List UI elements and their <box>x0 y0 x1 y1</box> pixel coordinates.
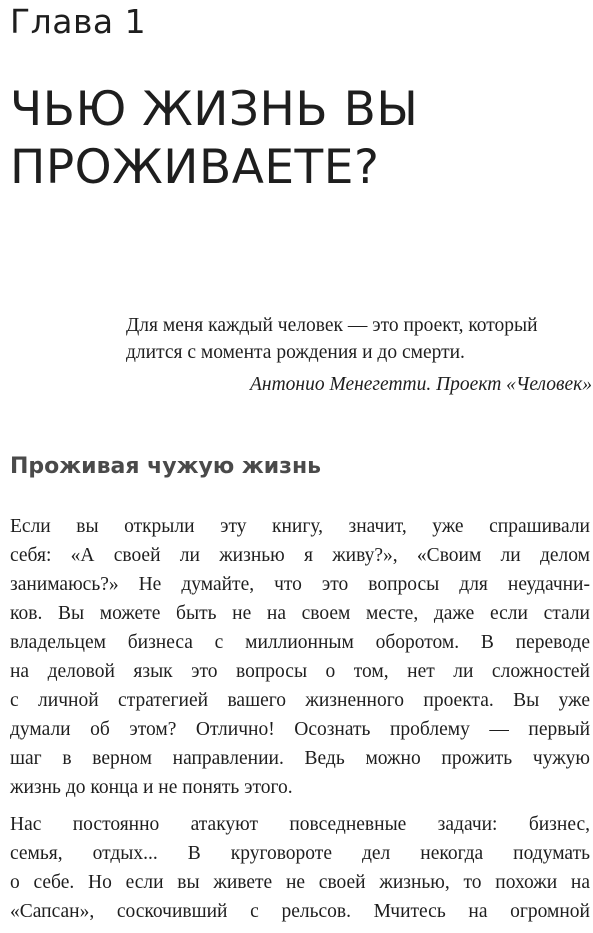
text-line: на деловой язык это вопросы о том, нет ли сложностей <box>10 661 590 682</box>
text-line: семья, отдых... В круговороте дел некогда подумать <box>10 843 590 864</box>
section-heading: Проживая чужую жизнь <box>10 454 322 479</box>
text-line: жизнь до конца и не понять этого. <box>10 777 293 798</box>
body-text <box>10 512 590 926</box>
paragraph <box>10 512 590 802</box>
epigraph-line: длится с момента рождения и до смерти. <box>126 342 465 363</box>
text-line: шаг в верном направлении. Ведь можно прожить чужую <box>10 748 590 769</box>
paragraph <box>10 810 590 926</box>
text-line: Если вы открыли эту книгу, значит, уже спрашивали <box>10 516 590 537</box>
text-line: себя: «А своей ли жизнью я живу?», «Своим ли делом <box>10 545 590 566</box>
epigraph-attribution: Антонио Менегетти. Проект «Человек» <box>250 374 592 395</box>
text-line: о себе. Но если вы живете не своей жизнью, то похожи на <box>10 872 590 893</box>
text-line: владельцем бизнеса с миллионным оборотом. В переводе <box>10 632 590 653</box>
chapter-title-line: ЧЬЮ ЖИЗНЬ ВЫ <box>10 82 419 137</box>
chapter-title-line: ПРОЖИВАЕТЕ? <box>10 140 380 195</box>
chapter-title <box>10 81 418 197</box>
text-line: с личной стратегией вашего жизненного проекта. Вы уже <box>10 690 590 711</box>
text-line: Нас постоянно атакуют повседневные задачи: бизнес, <box>10 814 590 835</box>
epigraph-line: Для меня каждый человек — это проект, который <box>126 315 538 336</box>
epigraph <box>126 312 593 398</box>
text-line: ков. Вы можете быть не на своем месте, даже если стали <box>10 603 590 624</box>
text-line: занимаюсь?» Не думайте, что это вопросы для неудачни- <box>10 574 590 595</box>
chapter-label: Глава 1 <box>10 2 147 41</box>
text-line: «Сапсан», соскочивший с рельсов. Мчитесь на огромной <box>10 901 590 922</box>
text-line: думали об этом? Отлично! Осознать проблему — первый <box>10 719 590 740</box>
